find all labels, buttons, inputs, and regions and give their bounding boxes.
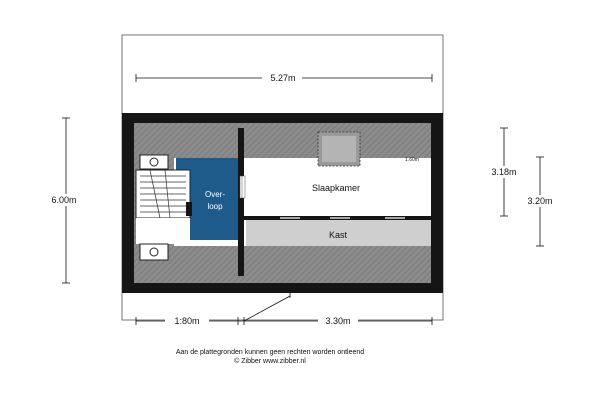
closet-label: Kast [328, 230, 348, 240]
bedroom-label: Slaapkamer [311, 183, 361, 193]
appliance-bottom [140, 244, 168, 260]
landing-label-line2: loop [207, 202, 223, 211]
interior-wall-vertical [238, 128, 244, 276]
copyright-text: © Zibber www.zibber.nl [234, 358, 306, 365]
roof-slope-bottom [134, 246, 431, 283]
dimension-bottom-left-label: 1:80m [174, 316, 200, 326]
stair-landing-floor [136, 218, 190, 244]
dimension-right-outer-label: 3.20m [527, 196, 553, 206]
dimension-top-label: 5.27m [270, 73, 296, 83]
stair-post [186, 202, 192, 216]
landing-label-line1: Over- [205, 190, 225, 199]
skylight-glass [322, 136, 356, 162]
inner-dimension-label: 1.60m [405, 157, 419, 163]
roof-slope-top [134, 123, 431, 158]
appliance-top [140, 155, 168, 169]
dimension-bottom-right-label: 3.30m [325, 316, 351, 326]
dimension-left-label: 6.00m [51, 195, 77, 205]
door-opening [240, 176, 245, 198]
disclaimer-text: Aan de plattegronden kunnen geen rechten worden ontleend [175, 349, 365, 356]
dimension-right-inner-label: 3.18m [491, 167, 517, 177]
